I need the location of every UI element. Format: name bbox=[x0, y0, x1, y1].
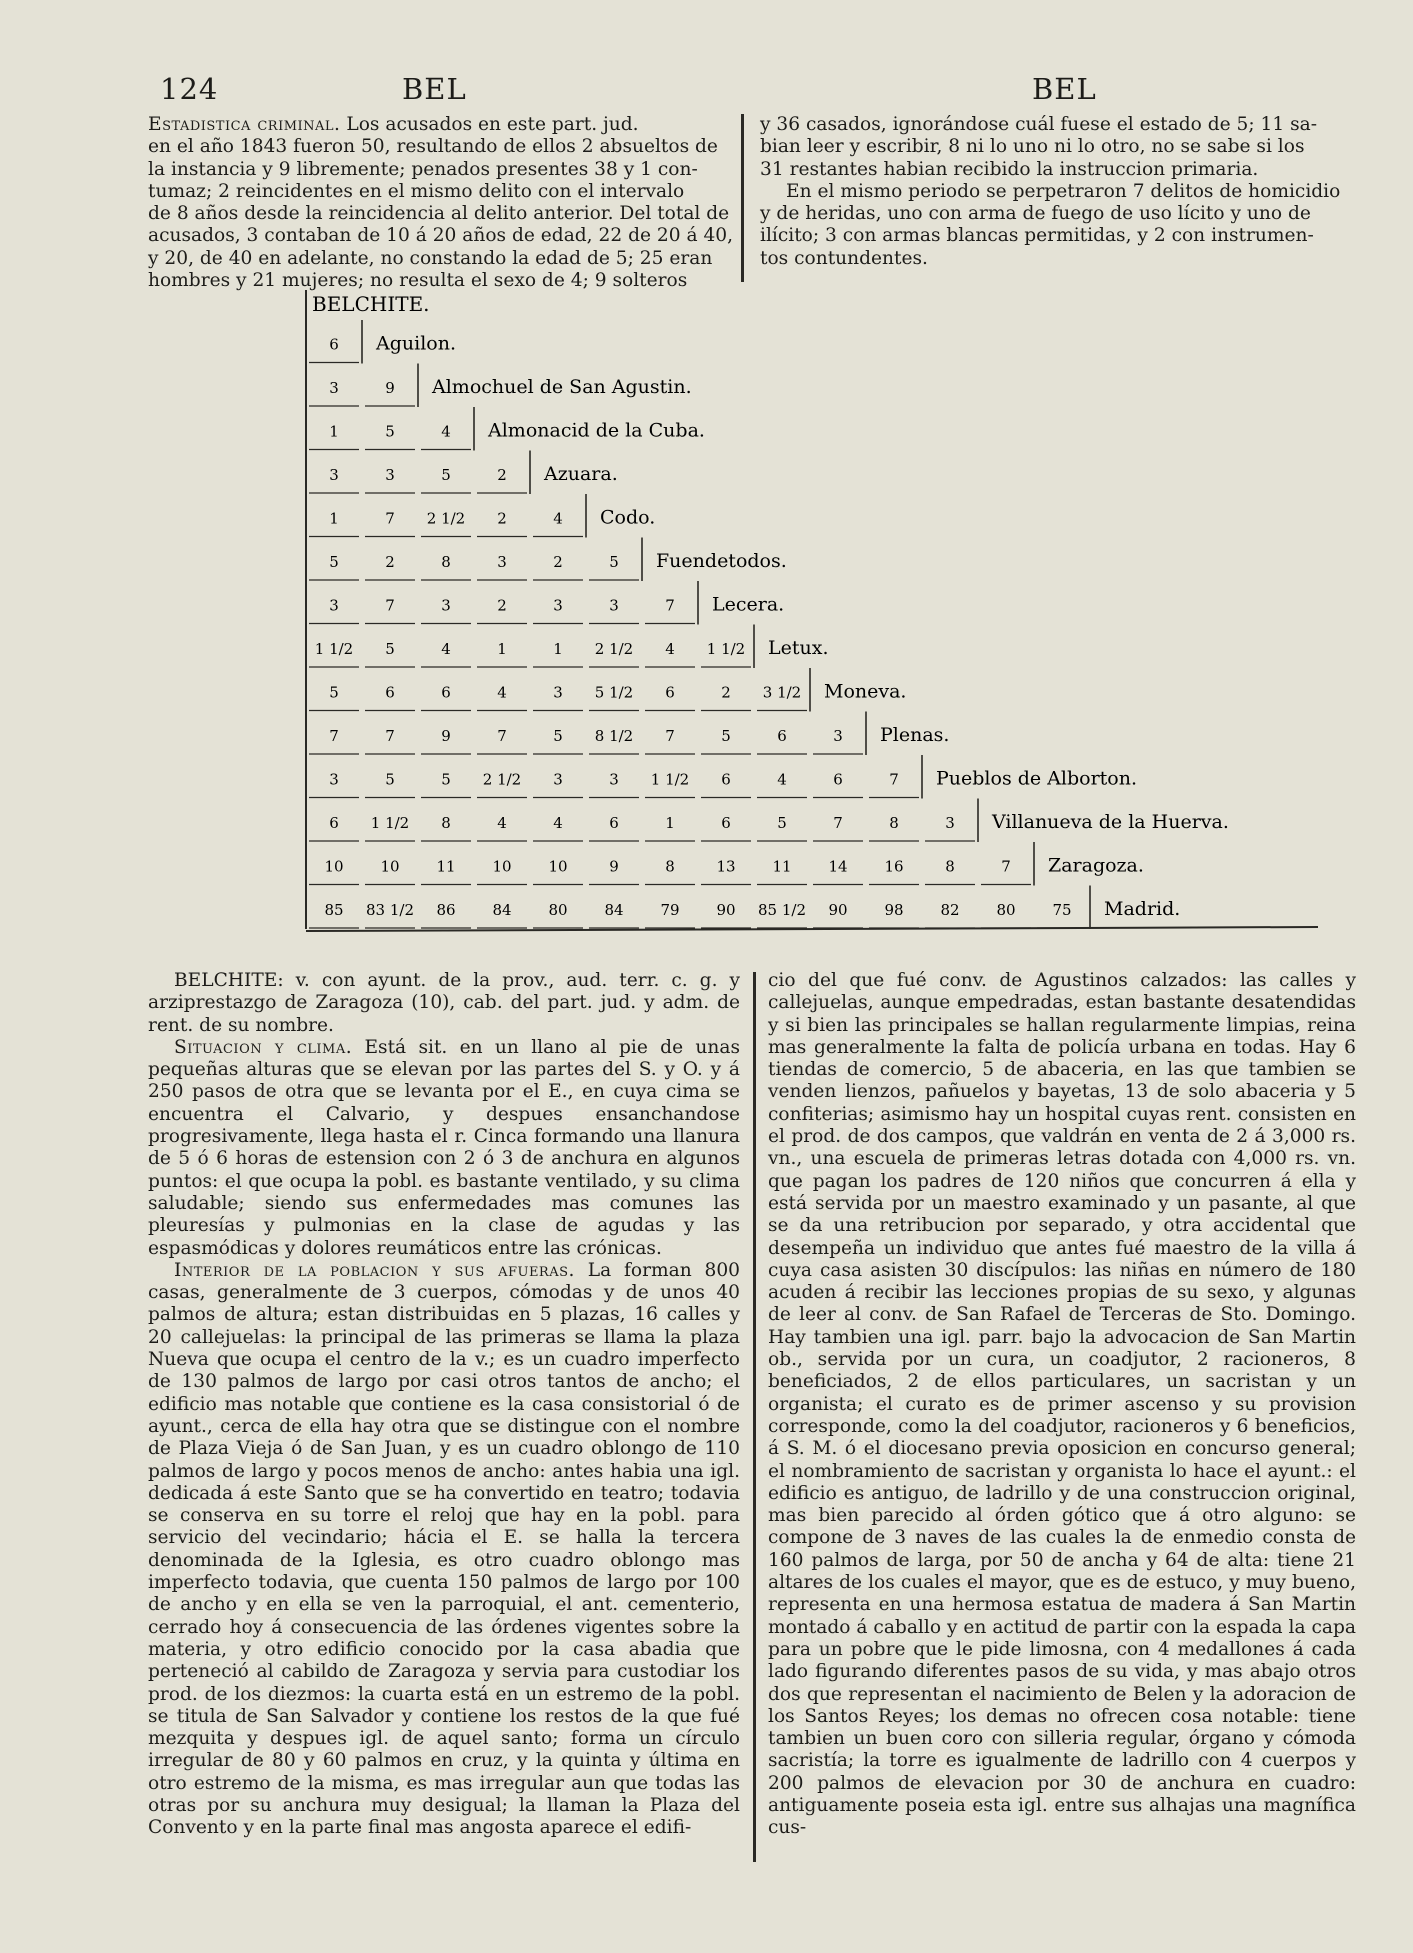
place-label: Lecera. bbox=[712, 593, 785, 616]
distance-cell: 7 bbox=[665, 727, 675, 746]
distance-cell: 84 bbox=[492, 901, 512, 920]
distance-cell: 80 bbox=[996, 901, 1016, 920]
distance-cell: 5 bbox=[553, 727, 563, 746]
distance-cell: 98 bbox=[884, 901, 904, 920]
distance-cell: 2 bbox=[497, 509, 507, 528]
distance-cell: 6 bbox=[441, 683, 451, 702]
distance-cell: 4 bbox=[441, 640, 451, 659]
top-right-column bbox=[760, 114, 1360, 270]
distance-cell: 7 bbox=[833, 814, 843, 833]
distance-cell: 1 1/2 bbox=[650, 770, 690, 789]
distance-cell: 4 bbox=[553, 814, 563, 833]
distance-cell: 4 bbox=[497, 814, 507, 833]
top-left-line: hombres y 21 mujeres; no resulta el sexo de 4; 9 solteros bbox=[148, 270, 688, 292]
distance-cell: 1 1/2 bbox=[706, 640, 746, 659]
distance-cell: 85 1/2 bbox=[758, 901, 806, 920]
place-label: Madrid. bbox=[1104, 898, 1181, 921]
place-label: Fuendetodos. bbox=[656, 550, 787, 573]
distance-cell: 10 bbox=[548, 857, 568, 876]
distance-cell: 6 bbox=[721, 814, 731, 833]
distance-cell: 1 bbox=[553, 640, 563, 659]
interior-paragraph bbox=[148, 1260, 740, 1840]
distance-cell: 79 bbox=[660, 901, 680, 920]
distance-cell: 86 bbox=[436, 901, 456, 920]
distance-cell: 3 bbox=[553, 770, 563, 789]
distance-cell: 2 bbox=[721, 683, 731, 702]
interior-text: La forman 800 casas, generalmente de 3 cuerpos, cómodas y de unos 40 palmos de altura; estan distribuidas en 5 plazas, 16 calles y 20 callejuelas: la principal de las primeras se llama la plaza Nueva que ocupa el centro de la v.; es un cuadro imperfecto de 130 palmos de largo por casi otros tantos de ancho; el edificio mas notable que contiene es la casa consistorial ó de ayunt., cerca de ella hay otra que se distingue con el nombre de Plaza Vieja ó de San Juan, y es un cuadro oblongo de 110 palmos de largo y pocos menos de ancho: antes habia una igl. dedicada á este Santo que se ha convertido en teatro; todavia se conserva en su torre el reloj que hay en la pobl. para servicio del vecindario; hácia el E. se halla la tercera denominada de la Iglesia, es otro cuadro oblongo mas imperfecto todavia, que cuenta 150 palmos de largo por 100 de ancho y en ella se ven la parroquial, el ant. cementerio, cerrado hoy á consecuencia de las órdenes vigentes sobre la materia, y otro edificio conocido por la casa abadia que perteneció al cabildo de Zaragoza y servia para custodiar los prod. de los diezmos: la cuarta está en un estremo de la pobl. se titula de San Salvador y contiene los restos de la que fué mezquita y despues igl. de aquel santo; forma un círculo irregular de 80 y 60 palmos en cruz, y la quinta y última en otro estremo de la misma, es mas irregular aun que todas las otras por su anchura muy desigual; la llaman la Plaza del Convento y en la parte final mas angosta aparece el edifi- bbox=[148, 1259, 740, 1839]
distance-cell: 3 bbox=[385, 466, 395, 485]
page-number: 124 bbox=[160, 72, 219, 106]
distance-cell: 3 1/2 bbox=[762, 683, 802, 702]
distance-cell: 2 bbox=[497, 596, 507, 615]
distance-cell: 6 bbox=[329, 335, 339, 354]
distance-cell: 3 bbox=[833, 727, 843, 746]
distance-cell: 7 bbox=[497, 727, 507, 746]
top-left-line: la instancia y 9 libremente; penados presentes 38 y 1 con- bbox=[148, 158, 698, 180]
distance-cell: 5 bbox=[441, 770, 451, 789]
distance-cell: 5 bbox=[777, 814, 787, 833]
distance-cell: 4 bbox=[777, 770, 787, 789]
top-right-line: tos contundentes. bbox=[760, 247, 928, 269]
place-label: Pueblos de Alborton. bbox=[936, 767, 1138, 790]
top-left-line: en el año 1843 fueron 50, resultando de ellos 2 absueltos de bbox=[148, 136, 718, 158]
distance-cell: 1 bbox=[497, 640, 507, 659]
distance-cell: 80 bbox=[548, 901, 568, 920]
place-label: Zaragoza. bbox=[1048, 854, 1144, 877]
place-label: Almochuel de San Agustin. bbox=[432, 376, 692, 399]
distance-cell: 14 bbox=[828, 857, 848, 876]
distance-cell: 13 bbox=[716, 857, 736, 876]
top-right-line: y 36 casados, ignorándose cuál fuese el estado de 5; 11 sa- bbox=[760, 114, 1318, 135]
distance-cell: 11 bbox=[436, 857, 456, 876]
distance-cell: 4 bbox=[497, 683, 507, 702]
distance-cell: 2 bbox=[385, 553, 395, 572]
distance-cell: 8 bbox=[441, 553, 451, 572]
distance-cell: 90 bbox=[716, 901, 736, 920]
place-label: Codo. bbox=[600, 506, 656, 529]
distance-cell: 82 bbox=[940, 901, 960, 920]
distance-cell: 7 bbox=[329, 727, 339, 746]
distance-cell: 4 bbox=[665, 640, 675, 659]
distance-cell: 7 bbox=[665, 596, 675, 615]
distance-cell: 3 bbox=[553, 596, 563, 615]
distance-cell: 3 bbox=[945, 814, 955, 833]
top-left-line: acusados, 3 contaban de 10 á 20 años de edad, 22 de 20 á 40, bbox=[148, 225, 734, 247]
distance-cell: 7 bbox=[385, 509, 395, 528]
criminal-stats-intro: Los acusados en este part. jud. bbox=[346, 114, 639, 135]
distance-cell: 5 bbox=[721, 727, 731, 746]
distance-cell: 2 1/2 bbox=[594, 640, 634, 659]
distance-cell: 3 bbox=[497, 553, 507, 572]
distance-cell: 5 bbox=[385, 422, 395, 441]
bottom-right-column bbox=[768, 970, 1356, 1840]
distance-cell: 84 bbox=[604, 901, 624, 920]
distance-cell: 6 bbox=[665, 683, 675, 702]
distance-cell: 2 1/2 bbox=[482, 770, 522, 789]
distance-cell: 3 bbox=[329, 466, 339, 485]
distance-cell: 3 bbox=[609, 596, 619, 615]
top-right-line: ilícito; 3 con armas blancas permitidas, y 2 con instrumen- bbox=[760, 225, 1314, 247]
top-left-column bbox=[148, 114, 734, 292]
section-heading-situation: Situacion y clima. bbox=[174, 1036, 353, 1058]
distance-cell: 83 1/2 bbox=[366, 901, 414, 920]
distance-cell: 3 bbox=[609, 770, 619, 789]
distance-cell: 2 bbox=[497, 466, 507, 485]
column-divider-bottom bbox=[753, 972, 756, 1862]
distance-cell: 10 bbox=[380, 857, 400, 876]
distance-cell: 10 bbox=[492, 857, 512, 876]
distance-cell: 1 bbox=[665, 814, 675, 833]
place-label: Almonacid de la Cuba. bbox=[488, 419, 705, 442]
church-paragraph: cio del que fué conv. de Agustinos calzados: las calles y callejuelas, aunque empedradas, estan bastante desatendidas y si bien las principales se hallan regularmente limpias, reina mas generalmente la falta de policía urbana en todas. Hay 6 tiendas de comercio, 5 de abaceria, en las que tambien se venden lienzos, pañuelos y bayetas, 13 de solo abaceria y 5 confiterias; asimismo hay un hospital cuyas rent. consisten en el prod. de dos campos, que valdrán en venta de 2 á 3,000 rs. vn., una escuela de primeras letras dotada con 4,000 rs. vn. que pagan los padres de 120 niños que concurren á ella y está servida por un maestro examinado y un pasante, al que se da una retribucion por separado, y otra accidental que desempeña un individuo que antes fué maestro de la villa á cuya casa asisten 30 discípulos: las niñas en número de 180 acuden á recibir las lecciones propias de su sexo, y algunas de leer al conv. de San Rafael de Terceras de Sto. Domingo. Hay tambien una igl. parr. bajo la advocacion de San Martin ob., servida por un cura, un coadjutor, 2 racioneros, 8 beneficiados, 2 de ellos particulares, un sacristan y un organista; el curato es de primer ascenso y su provision corresponde, como la del coadjutor, racioneros y 6 beneficios, á S. M. ó el diocesano previa oposicion en concurso general; el nombramiento de sacristan y organista lo hace el ayunt.: el edificio es antiguo, de ladrillo y de una construccion original, mas bien parecido al órden gótico que á otro alguno: se compone de 3 naves de las cuales la de enmedio consta de 160 palmos de larga, por 50 de ancha y 64 de alta: tiene 21 altares de los cuales el mayor, que es de estuco, y muy bueno, representa en una hermosa estatua de madera á San Martin montado á caballo y en actitud de partir con la espada la capa para un pobre que le pide limosna, con 4 medallones á cada lado figurando diferentes pasos de su vida, y mas abajo otros dos que representan el nacimiento de Belen y la adoracion de los Santos Reyes; los demas no ofrecen cosa notable: tiene tambien un buen coro con silleria regular, órgano y cómoda sacristía; la torre es igualmente de ladrillo con 4 cuerpos y 200 palmos de elevacion por 30 de anchura en cuadro: antiguamente poseia esta igl. entre sus alhajas una magnífica cus- bbox=[768, 970, 1356, 1839]
distance-cell: 9 bbox=[385, 379, 395, 398]
belchite-entry: BELCHITE: v. con ayunt. de la prov., aud. terr. c. g. y arziprestazgo de Zaragoza (10), cab. del part. jud. y adm. de rent. de su nombre. bbox=[148, 970, 740, 1036]
distance-cell: 9 bbox=[609, 857, 619, 876]
distance-cell: 11 bbox=[772, 857, 792, 876]
distance-cell: 8 bbox=[889, 814, 899, 833]
distance-cell: 6 bbox=[777, 727, 787, 746]
distance-cell: 6 bbox=[721, 770, 731, 789]
distance-cell: 5 bbox=[441, 466, 451, 485]
distance-cell: 10 bbox=[324, 857, 344, 876]
distance-cell: 16 bbox=[884, 857, 904, 876]
place-label: Villanueva de la Huerva. bbox=[992, 811, 1229, 834]
top-right-line: 31 restantes habian recibido la instruccion primaria. bbox=[760, 158, 1259, 180]
distance-cell: 4 bbox=[441, 422, 451, 441]
top-left-line: y 20, de 40 en adelante, no constando la edad de 5; 25 eran bbox=[148, 247, 713, 269]
top-right-line: bian leer y escribir, 8 ni lo uno ni lo otro, no se sabe si los bbox=[760, 136, 1305, 158]
distance-cell: 7 bbox=[1001, 857, 1011, 876]
distance-cell: 6 bbox=[329, 814, 339, 833]
distance-cell: 85 bbox=[324, 901, 344, 920]
distance-cell: 5 1/2 bbox=[594, 683, 634, 702]
running-head-left: BEL bbox=[402, 72, 467, 106]
column-divider-top bbox=[741, 114, 744, 282]
distance-cell: 1 1/2 bbox=[314, 640, 354, 659]
distance-cell: 7 bbox=[889, 770, 899, 789]
place-label: Aguilon. bbox=[376, 332, 456, 355]
distance-cell: 75 bbox=[1052, 901, 1072, 920]
distance-cell: 5 bbox=[329, 683, 339, 702]
distance-cell: 8 1/2 bbox=[594, 727, 634, 746]
distance-cell: 9 bbox=[441, 727, 451, 746]
distance-cell: 4 bbox=[553, 509, 563, 528]
distance-table bbox=[300, 290, 1320, 950]
criminal-stats-first-line bbox=[148, 114, 730, 136]
distance-cell: 1 bbox=[329, 509, 339, 528]
place-label: Azuara. bbox=[544, 463, 618, 486]
distance-cell: 2 1/2 bbox=[426, 509, 466, 528]
section-heading-criminal-stats: Estadistica criminal. bbox=[148, 114, 341, 135]
distance-cell: 3 bbox=[553, 683, 563, 702]
situation-paragraph bbox=[148, 1037, 740, 1260]
distance-cell: 3 bbox=[329, 379, 339, 398]
distance-cell: 8 bbox=[441, 814, 451, 833]
distance-cell: 7 bbox=[385, 596, 395, 615]
place-label: Moneva. bbox=[824, 680, 907, 703]
top-left-line: tumaz; 2 reincidentes en el mismo delito con el intervalo bbox=[148, 180, 685, 202]
distance-cell: 8 bbox=[945, 857, 955, 876]
top-left-line: de 8 años desde la reincidencia al delito anterior. Del total de bbox=[148, 203, 730, 225]
section-heading-interior: Interior de la poblacion y sus afueras. bbox=[174, 1259, 575, 1281]
bottom-left-column bbox=[148, 970, 740, 1840]
distance-cell: 5 bbox=[385, 640, 395, 659]
situation-text: Está sit. en un llano al pie de unas pequeñas alturas que se elevan por las partes del S. y O. y á 250 pasos de otra que se levanta por el E., en cuya cima se encuentra el Calvario, y despues ensanchandose progresivamente, llega hasta el r. Cinca formando una llanura de 5 ó 6 horas de estension con 2 ó 3 de anchura en algunos puntos: el que ocupa la pobl. es bastante ventilado, y su clima saludable; siendo sus enfermedades mas comunes las pleuresías y pulmonias en la clase de agudas y las espasmódicas y dolores reumáticos entre las crónicas. bbox=[148, 1036, 740, 1259]
distance-cell: 5 bbox=[385, 770, 395, 789]
distance-cell: 8 bbox=[665, 857, 675, 876]
distance-cell: 7 bbox=[385, 727, 395, 746]
top-right-line: En el mismo periodo se perpetraron 7 delitos de homicidio bbox=[786, 180, 1341, 202]
distance-cell: 6 bbox=[385, 683, 395, 702]
place-label: Letux. bbox=[768, 637, 829, 660]
distance-cell: 3 bbox=[329, 596, 339, 615]
distance-cell: 5 bbox=[329, 553, 339, 572]
distance-cell: 3 bbox=[441, 596, 451, 615]
distance-cell: 1 bbox=[329, 422, 339, 441]
distance-cell: 6 bbox=[833, 770, 843, 789]
distance-cell: 90 bbox=[828, 901, 848, 920]
distance-cell: 2 bbox=[553, 553, 563, 572]
top-right-line: y de heridas, uno con arma de fuego de uso lícito y uno de bbox=[760, 203, 1311, 225]
distance-cell: 1 1/2 bbox=[370, 814, 410, 833]
distance-cell: 5 bbox=[609, 553, 619, 572]
distance-cell: 6 bbox=[609, 814, 619, 833]
distance-table-title: BELCHITE. bbox=[312, 292, 430, 316]
running-head-right: BEL bbox=[1032, 72, 1097, 106]
place-label: Plenas. bbox=[880, 724, 950, 747]
distance-cell: 3 bbox=[329, 770, 339, 789]
